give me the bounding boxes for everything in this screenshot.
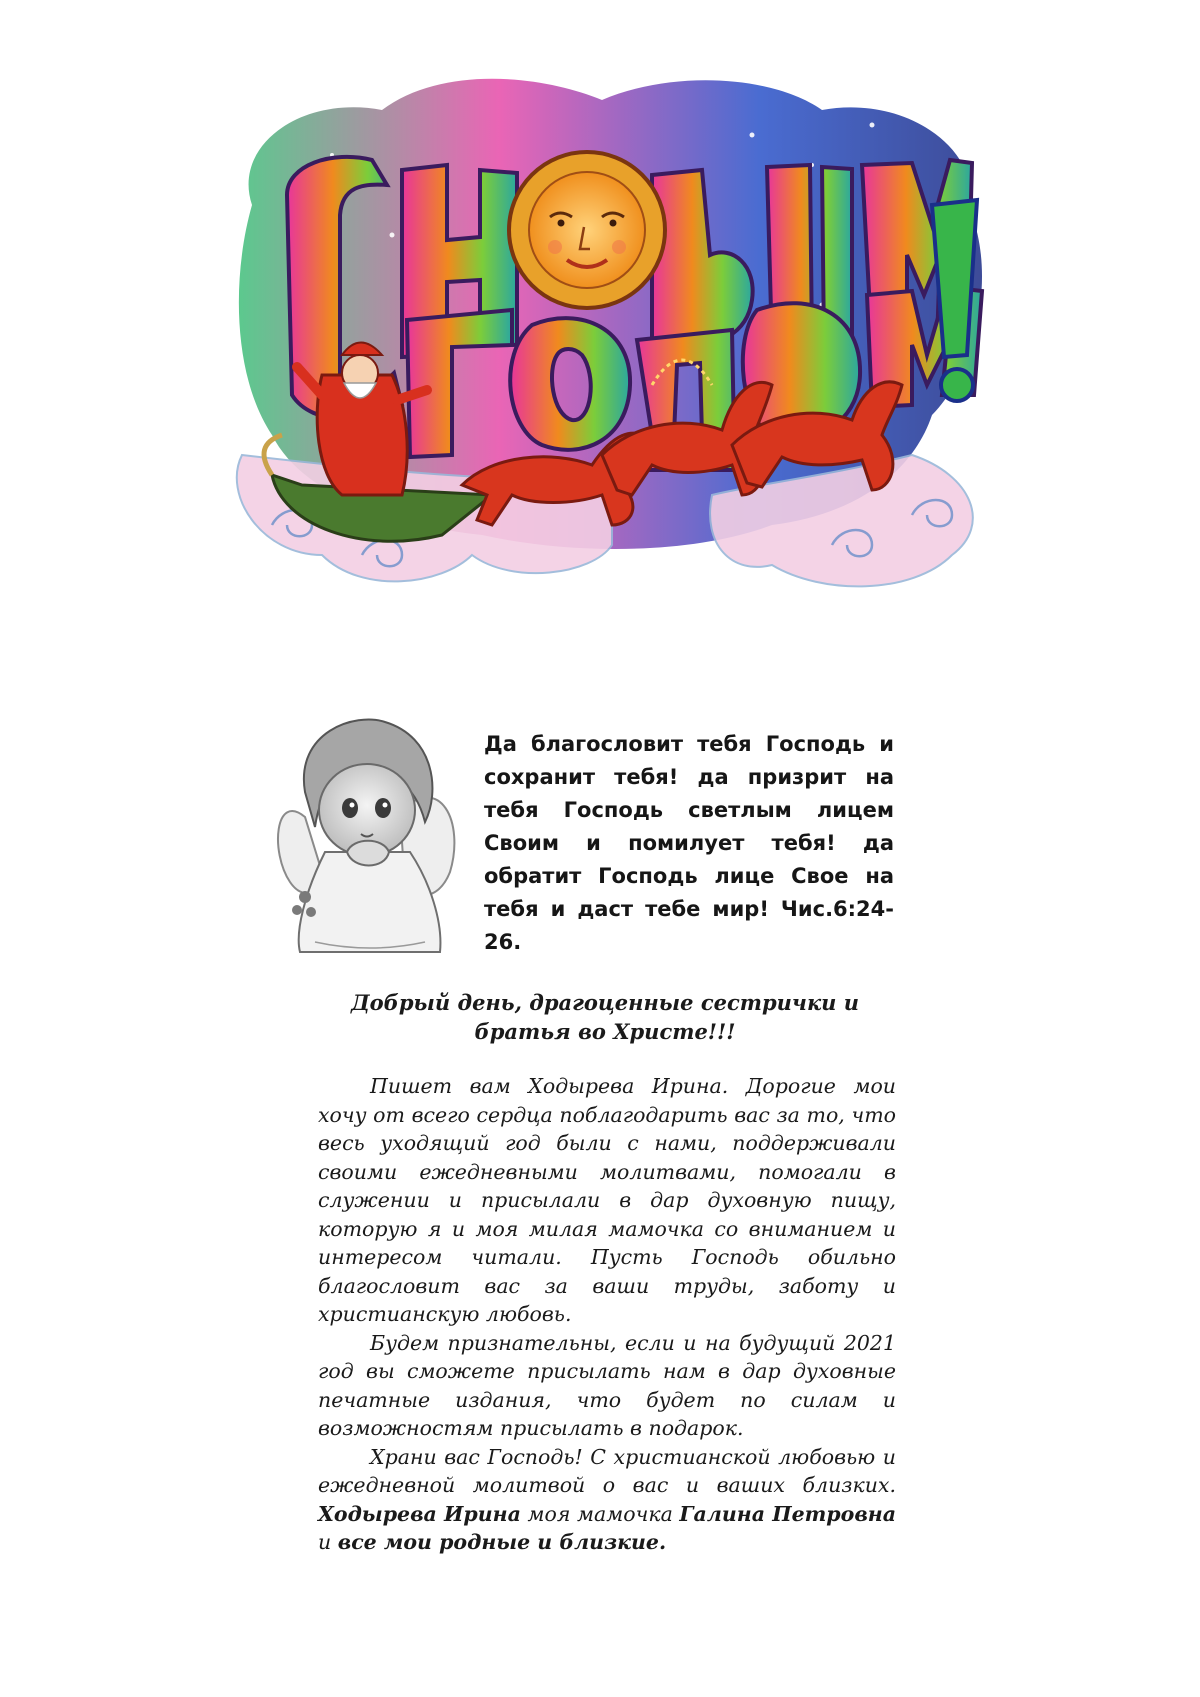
letter-greeting: Добрый день, драгоценные сестрички и братья во Христе!!! [351,990,859,1044]
letter-paragraph-1: Пишет вам Ходырева Ирина. Дорогие мои хочу от всего сердца поблагодарить вас за то, что весь уходящий год были с нами, поддерживали своими ежедневными молитвами, помогали в служении и присылали в дар духовную пищу, которую я и моя милая мамочка со вниманием и интересом читали. Пусть Господь обильно благословит вас за ваши труды, заботу и христианскую любовь. [318,1074,896,1326]
letter-paragraph-3 [318,1443,896,1557]
sun-face-icon [509,152,665,308]
angel-icon [275,712,465,957]
mother-name: Галина Петровна [679,1501,897,1526]
letter-body [318,1072,896,1557]
letter-paragraph-2: Будем признательны, если и на будущий 2021 год вы сможете присылать нам в дар духовные печатные издания, что будет по силам и возможностям присылать в подарок. [318,1330,896,1440]
letter-closing: все мои родные и близкие. [337,1530,667,1554]
banner-illustration [212,55,1002,625]
signature-name: Ходырева Ирина [318,1501,521,1526]
letter-mid-text-2: и [318,1530,338,1554]
letter-mid-text-1: моя мамочка [520,1501,680,1526]
angel-illustration [275,712,465,957]
letter-paragraph-3-start: Храни вас Господь! С христианской любовью и ежедневной молитвой о вас и ваших близких. [318,1444,896,1497]
new-year-banner [212,55,1002,625]
blessing-verse: Да благословит тебя Господь и сохранит тебя! да призрит на тебя Господь светлым лицем Своим и помилует тебя! да обратит Господь лице Свое на тебя и даст тебе мир! Чис.6:24-26. [484,732,894,954]
